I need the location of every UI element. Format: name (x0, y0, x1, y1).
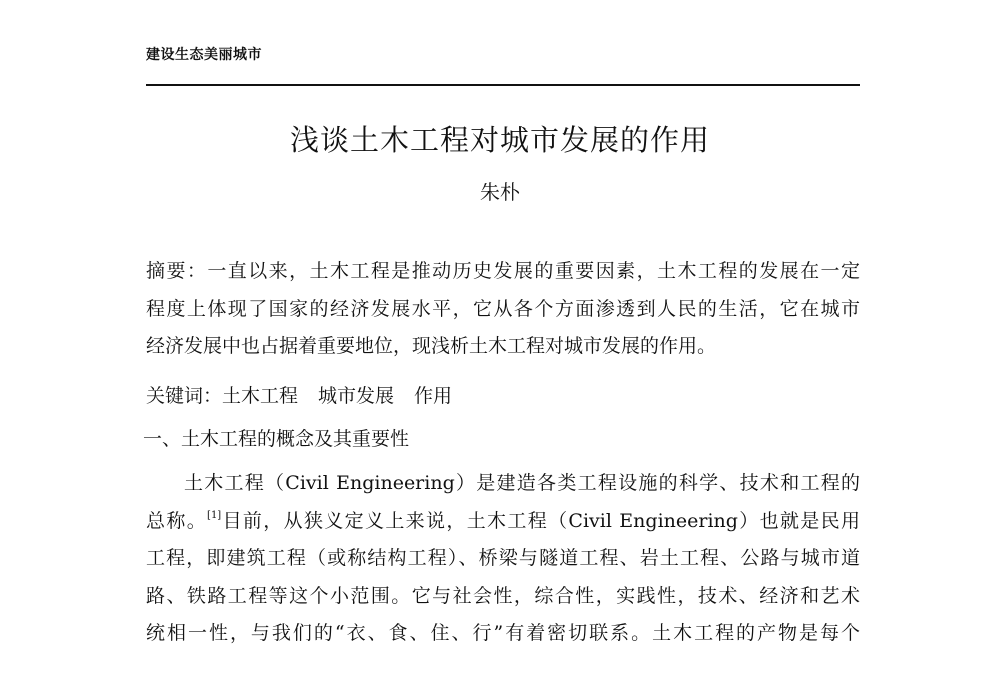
paragraph-text: 目前，从狭义定义上来说，土木工程（Civil Engineering）也就是民用 (221, 509, 860, 532)
abstract-line: 程度上体现了国家的经济发展水平，它从各个方面渗透到人民的生活，它在城市 (146, 297, 860, 320)
keywords (146, 378, 860, 416)
paragraph-line: 工程，即建筑工程（或称结构工程）、桥梁与隧道工程、岩土工程、公路与城市道 (146, 547, 860, 569)
abstract-line: 经济发展中也占据着重要地位，现浅析土木工程对城市发展的作用。 (146, 335, 717, 357)
keywords-label: 关键词： (146, 385, 223, 407)
body-paragraph (146, 465, 860, 653)
running-head: 建设生态美丽城市 (146, 47, 262, 63)
citation-marker: [1] (207, 509, 222, 521)
keyword: 城市发展 (318, 385, 395, 407)
paragraph-line: 路、铁路工程等这个小范围。它与社会性，综合性，实践性，技术、经济和艺术 (146, 584, 860, 607)
paragraph-line: 统相一性，与我们的“衣、食、住、行”有着密切联系。土木工程的产物是每个 (146, 622, 860, 644)
abstract-line: 摘要：一直以来，土木工程是推动历史发展的重要因素，土木工程的发展在一定 (146, 260, 860, 282)
header-rule (146, 84, 860, 86)
paragraph-text: 总称。 (146, 509, 208, 532)
article-title: 浅谈土木工程对城市发展的作用 (289, 123, 710, 157)
paragraph-line (146, 503, 860, 541)
keyword: 作用 (414, 385, 453, 407)
paragraph-line: 土木工程（Civil Engineering）是建造各类工程设施的科学、技术和工程的 (184, 472, 860, 494)
section-heading: 一、土木工程的概念及其重要性 (143, 428, 410, 450)
author-name: 朱朴 (480, 180, 520, 204)
abstract (146, 253, 860, 366)
keyword: 土木工程 (222, 385, 299, 407)
